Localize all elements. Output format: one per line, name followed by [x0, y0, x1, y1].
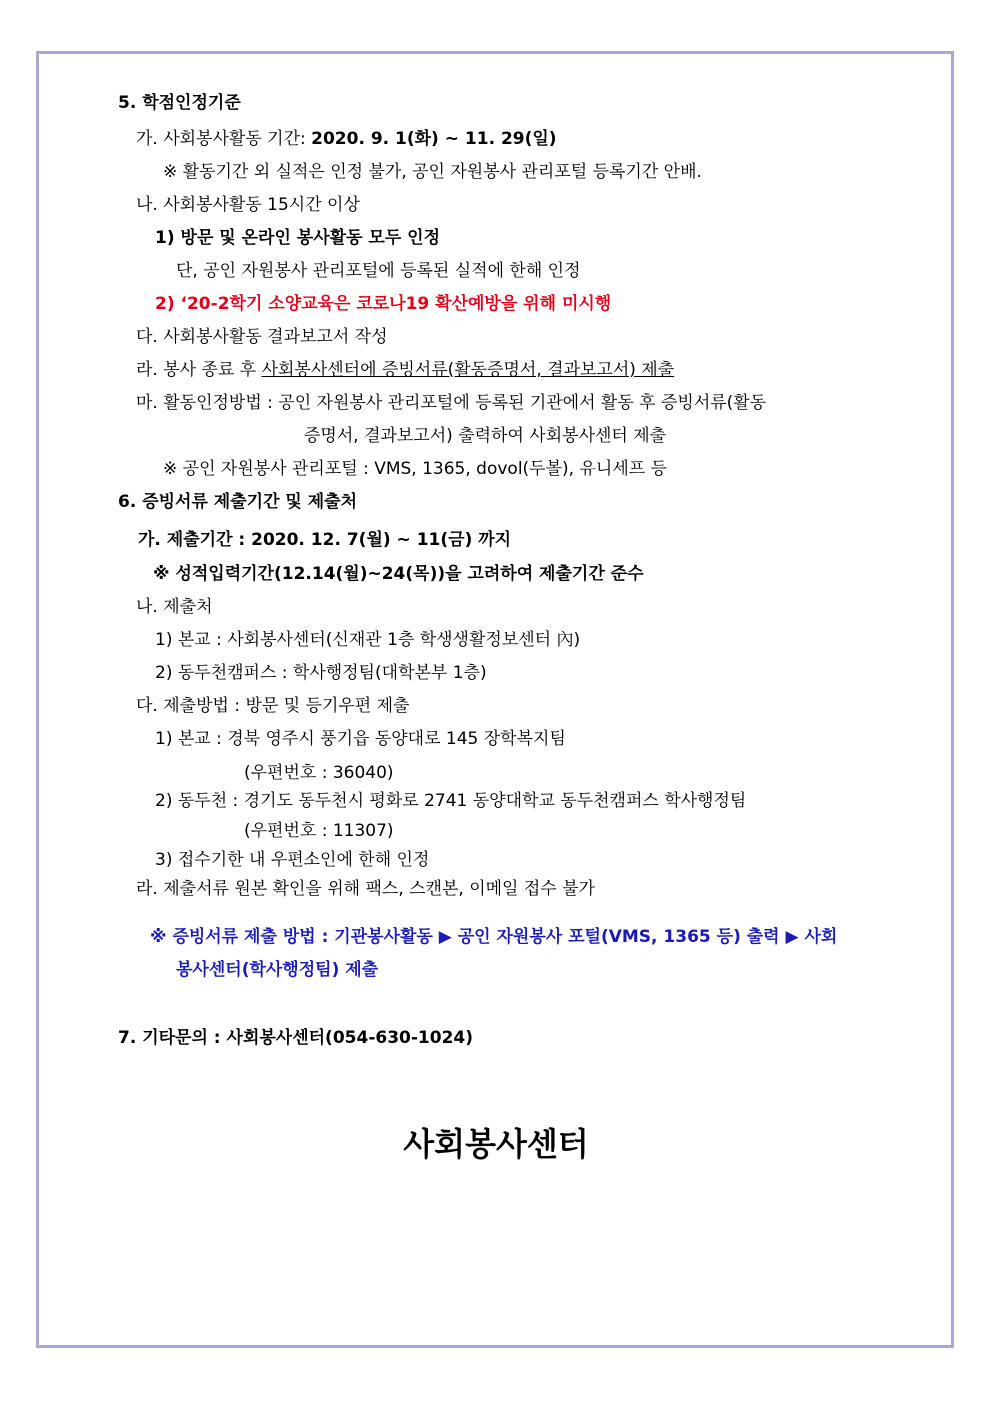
activity-period-dates: 2020. 9. 1(화) ~ 11. 29(일) — [311, 129, 557, 149]
submission-method: 다. 제출방법 : 방문 및 등기우편 제출 — [136, 696, 410, 716]
submit-documents-underlined: 사회봉사센터에 증빙서류(활동증명서, 결과보고서) 제출 — [261, 360, 675, 380]
visit-online-recognition: 1) 방문 및 온라인 봉사활동 모두 인정 — [155, 228, 441, 248]
closing-signature: 사회봉사센터 — [403, 1125, 589, 1163]
submit-after-service-prefix: 라. 봉사 종료 후 — [136, 360, 262, 380]
report-writing: 다. 사회봉사활동 결과보고서 작성 — [136, 327, 388, 347]
zip-code-main: (우편번호 : 36040) — [244, 763, 394, 783]
grade-entry-note: ※ 성적입력기간(12.14(월)~24(목))을 고려하여 제출기간 준수 — [153, 564, 644, 584]
section-7-contact: 7. 기타문의 : 사회봉사센터(054-630-1024) — [118, 1028, 473, 1048]
submit-after-service — [136, 359, 674, 381]
submission-place: 나. 제출처 — [136, 597, 213, 617]
portal-recognition-note: 단, 공인 자원봉사 관리포털에 등록된 실적에 한해 인정 — [176, 261, 581, 281]
activity-period — [136, 128, 557, 150]
activity-period-label: 가. 사회봉사활동 기간: — [136, 129, 312, 149]
mail-address-dongducheon: 2) 동두천 : 경기도 동두천시 평화로 2741 동양대학교 동두천캠퍼스 학사행정팀 — [155, 791, 747, 811]
recognition-method-line1: 마. 활동인정방법 : 공인 자원봉사 관리포털에 등록된 기관에서 활동 후 증빙서류(활동 — [136, 393, 767, 413]
postmark-deadline-note: 3) 접수기한 내 우편소인에 한해 인정 — [155, 850, 430, 870]
submission-place-main: 1) 본교 : 사회봉사센터(신재관 1층 학생생활정보센터 內) — [155, 630, 581, 650]
submission-period: 가. 제출기간 : 2020. 12. 7(월) ~ 11(금) 까지 — [138, 530, 512, 550]
hours-requirement: 나. 사회봉사활동 15시간 이상 — [136, 195, 360, 215]
zip-code-dongducheon: (우편번호 : 11307) — [244, 821, 394, 841]
orientation-cancelled-notice: 2) ‘20-2학기 소양교육은 코로나19 확산예방을 위해 미시행 — [155, 294, 612, 314]
section-5-title: 5. 학점인정기준 — [118, 93, 241, 113]
recognition-method-line2: 증명서, 결과보고서) 출력하여 사회봉사센터 제출 — [304, 426, 667, 446]
submission-method-guide-line2: 봉사센터(학사행정팀) 제출 — [176, 960, 379, 980]
submission-place-dongducheon: 2) 동두천캠퍼스 : 학사행정팀(대학본부 1층) — [155, 663, 487, 683]
mail-address-main: 1) 본교 : 경북 영주시 풍기읍 동양대로 145 장학복지팀 — [155, 729, 566, 749]
portal-list-note: ※ 공인 자원봉사 관리포털 : VMS, 1365, dovol(두볼), 유니세프 등 — [163, 459, 667, 479]
no-fax-scan-email-note: 라. 제출서류 원본 확인을 위해 팩스, 스캔본, 이메일 접수 불가 — [136, 879, 595, 899]
activity-period-note: ※ 활동기간 외 실적은 인정 불가, 공인 자원봉사 관리포털 등록기간 안배. — [163, 162, 702, 182]
submission-method-guide-line1: ※ 증빙서류 제출 방법 : 기관봉사활동 ▶ 공인 자원봉사 포털(VMS, 1365 등) 출력 ▶ 사회 — [150, 927, 838, 947]
section-6-title: 6. 증빙서류 제출기간 및 제출처 — [118, 492, 358, 512]
